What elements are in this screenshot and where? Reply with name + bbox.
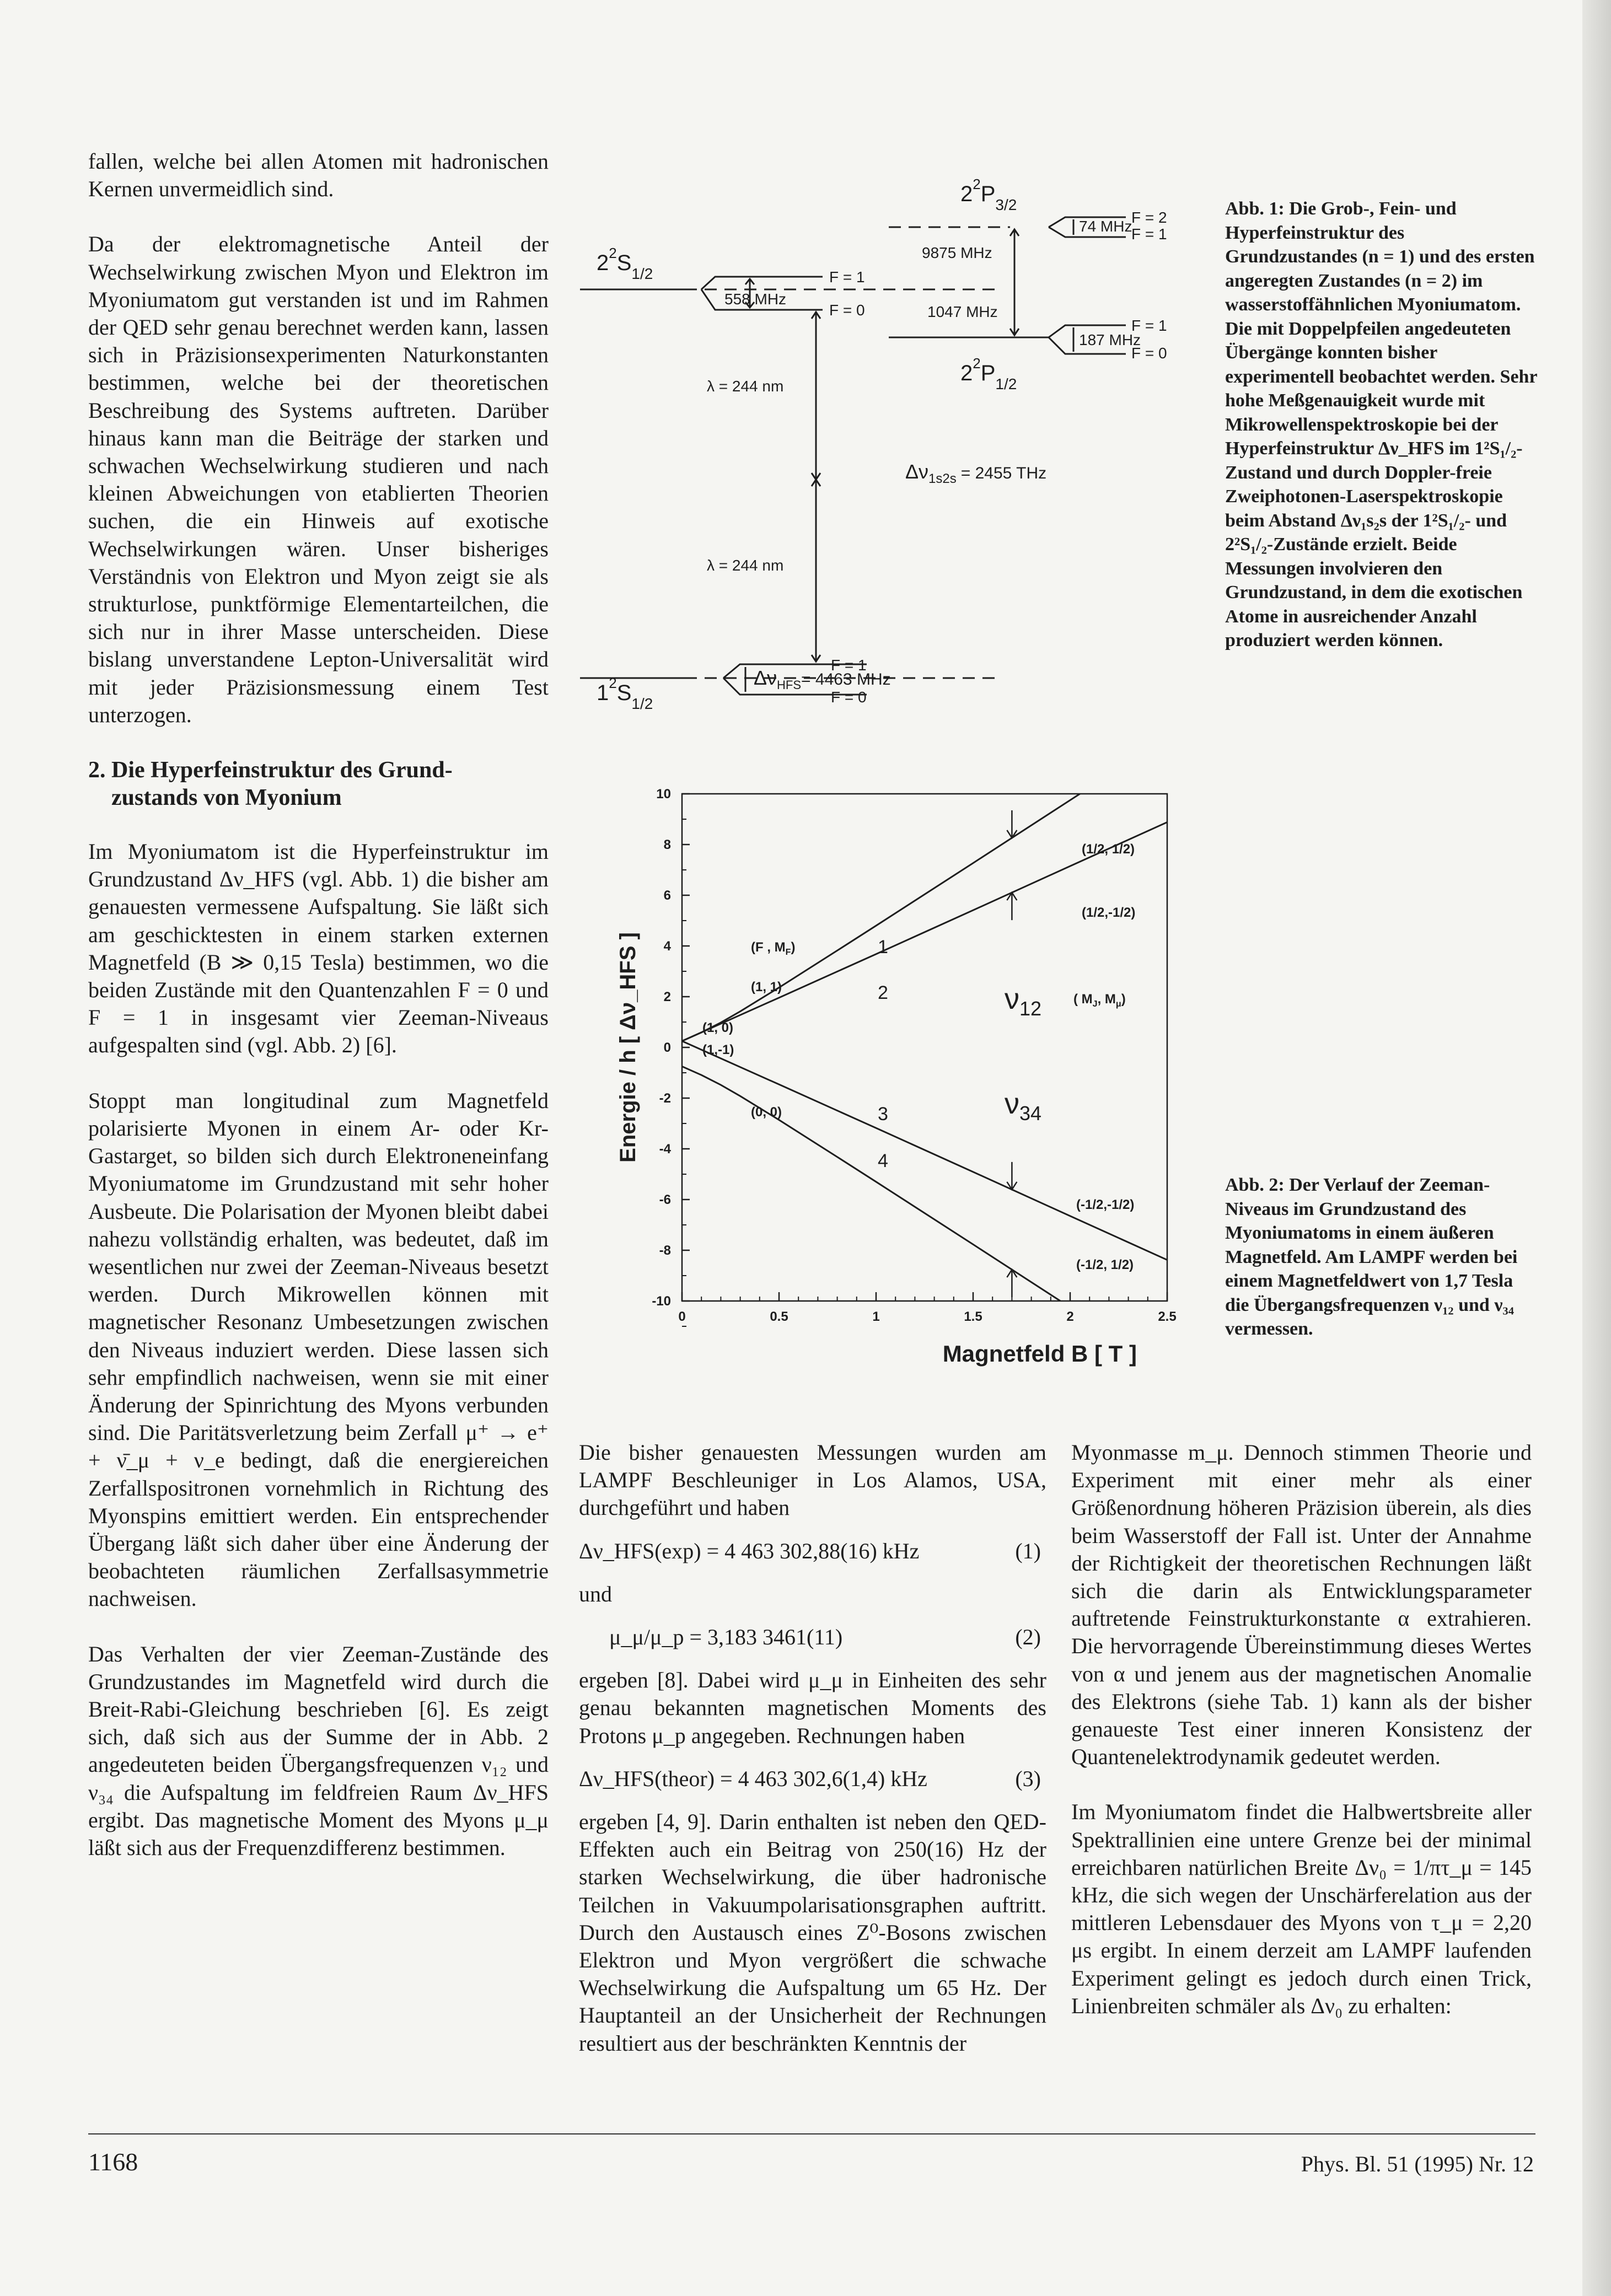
label-lambda-upper: λ = 244 nm xyxy=(707,378,784,395)
annotation-fm: (F , $M_F$) xyxy=(751,940,796,957)
chart-plot-frame xyxy=(682,794,1167,1301)
y-tick-label: -10 xyxy=(652,1294,671,1309)
y-tick-label: -4 xyxy=(659,1142,671,1157)
y-tick-label: 2 xyxy=(663,990,671,1004)
left-paragraph-2: Da der elektromagnetische Anteil der Wechselwirkung zwischen Myon und Elektron im Myoniumatom gut verstanden ist und im Rahmen der QED sehr genau berechnet werden kann, lassen sich in Präzisionsexperimenten Naturkonstanten bestimmen, welche bei der theoretischen Beschreibung des Systems auftreten. Darüber hinaus kann man die Beiträge der starken und schwachen Wechselwirkung studieren und nach kleinen Abweichungen von etablierten Theorien suchen, die ein Hinweis auf exotische Wechselwirkungen wären. Unser bisheriges Verständnis von Elektron und Myon zeigt sie als strukturlose, punktförmige Elementarteilchen, die sich nur in ihrer Masse unterscheiden. Diese bislang unverstandene Lepton-Universalität wird mit jeder Präzisionsmessung einem Test unterzogen. xyxy=(88,232,549,727)
journal-reference: Phys. Bl. 51 (1995) Nr. 12 xyxy=(1301,2152,1534,2176)
footer-rule xyxy=(88,2133,1535,2134)
label-1s-f0: F = 0 xyxy=(831,689,867,706)
label-1047mhz: 1047 MHz xyxy=(927,303,998,320)
x-tick-label: 1.5 xyxy=(964,1309,982,1324)
section-heading-line-1: 2. Die Hyperfeinstruktur des Grund- xyxy=(88,757,453,783)
page-number: 1168 xyxy=(88,2148,138,2176)
y-tick-label: 10 xyxy=(656,787,671,802)
label-2p12-f0: F = 0 xyxy=(1131,345,1167,362)
left-paragraph-1: fallen, welche bei allen Atomen mit hadronischen Kernen unvermeidlich sind. xyxy=(88,149,549,202)
right-column xyxy=(1071,1439,1532,2020)
page-edge-shadow xyxy=(1582,0,1611,2296)
figure-2-caption: Abb. 2: Der Verlauf der Zeeman-Niveaus im Grundzustand des Myoniumatoms in einem äußeren Magnetfeld. Am LAMPF werden bei einem Magnetfeldwert von 1,7 Tesla die Übergangsfrequenzen ν₁₂ und ν₃₄ vermessen. xyxy=(1225,1175,1518,1339)
middle-paragraph-1: Die bisher genauesten Messungen wurden am LAMPF Beschleuniger in Los Alamos, USA, durchgeführt und haben xyxy=(579,1440,1046,1520)
equation-2-text: μ_μ/μ_p = 3,183 3461(11) xyxy=(609,1625,843,1650)
x-tick-label: 2 xyxy=(1066,1309,1074,1324)
middle-paragraph-3: ergeben [4, 9]. Darin enthalten ist neben den QED-Effekten auch ein Beitrag von 250(16) Hz der starken Wechselwirkung, die über hadronische Teilchen in Vakuumpolarisationsgraphen auftritt. Durch den Austausch eines Z⁰-Bosons zwischen Elektron und Myon vergrößert die schwache Wechselwirkung die Aufspaltung um 65 Hz. Der Hauptanteil an der Unsicherheit der Rechnungen resultiert aus der beschränkten Kenntnis der xyxy=(579,1809,1046,2056)
label-2p12-f1: F = 1 xyxy=(1131,317,1167,334)
annotation-r2: (1/2,-1/2) xyxy=(1082,905,1136,920)
annotation-state-10: (1, 0) xyxy=(702,1020,734,1035)
figure-2-zeeman-chart xyxy=(613,783,1203,1389)
y-tick-label: -8 xyxy=(659,1243,671,1258)
left-paragraph-4: Stoppt man longitudinal zum Magnetfeld polarisierte Myonen in einem Ar- oder Kr-Gastarget, so bilden sich durch Elektroneneinfang Myoniumatome im Grundzustand mit sehr hoher Ausbeute. Die Polarisation der Myonen bleibt dabei nahezu vollständig erhalten, was bedeutet, daß im wesentlichen nur zwei der Zeeman-Niveaus besetzt werden. Durch Mikrowellen können mit magnetischer Resonanz Umbesetzungen zwischen den Niveaus induziert werden. Diese lassen sich sehr empfindlich nachweisen, wenn sie mit einer Änderung der Spinrichtung des Myons verbunden sind. Die Paritätsverletzung beim Zerfall μ⁺ → e⁺ + ν̄_μ + ν_e bedingt, daß die energiereichen Zerfallspositronen vornehmlich in Richtung des Myonspins emittiert werden. Ein entsprechender Übergang läßt sich daher über eine Änderung der beobachteten räumlichen Zerfallsasymmetrie nachweisen. xyxy=(88,1088,549,1611)
annotation-level-2: 2 xyxy=(878,982,888,1003)
equation-2 xyxy=(579,1623,1046,1651)
left-paragraph-5: Das Verhalten der vier Zeeman-Zustände des Grundzustandes im Magnetfeld wird durch die Breit-Rabi-Gleichung beschrieben [6]. Es zeigt sich, daß sich aus der Summe der in Abb. 2 angedeuteten beiden Übergangsfrequenzen ν₁₂ und ν₃₄ die Aufspaltung im feldfreien Raum Δν_HFS ergibt. Das magnetische Moment des Myons μ_μ läßt sich aus der Frequenzdifferenz bestimmen. xyxy=(88,1641,549,1860)
annotation-state-1m1: (1,-1) xyxy=(702,1042,734,1057)
section-heading xyxy=(88,756,549,811)
label-delta-1s2s: $\Delta\nu_{1s2s}$ $^{= 2455 THz}$ xyxy=(905,460,1047,486)
equation-3 xyxy=(579,1765,1046,1793)
equation-1 xyxy=(579,1537,1046,1565)
equation-3-text: Δν_HFS(theor) = 4 463 302,6(1,4) kHz xyxy=(579,1766,927,1791)
section-heading-line-2: zustands von Myonium xyxy=(111,785,342,811)
label-2p32-f2: F = 2 xyxy=(1131,209,1167,226)
annotation-nu12: $\nu_{12}$ xyxy=(1005,982,1042,1020)
equation-3-number: (3) xyxy=(1015,1766,1041,1791)
x-tick-label: 0 xyxy=(678,1309,686,1324)
right-paragraph-1: Myonmasse m_μ. Dennoch stimmen Theorie und Experiment mit einer mehr als einer Größenordnung höheren Präzision überein, als dies beim Wasserstoff der Fall ist. Unter der Annahme der Richtigkeit der theoretischen Rechnungen läßt sich die darin als Entwicklungsparameter auftretende Feinstrukturkonstante α extrahieren. Die hervorragende Übereinstimmung dieses Wertes von α und jenem aus der magnetischen Anomalie des Elektrons (siehe Tab. 1) kann als der bisher genaueste Test einer inneren Konsistenz der Quantenelektrodynamik gedeutet werden. xyxy=(1071,1440,1532,1770)
y-tick-label: 0 xyxy=(663,1040,671,1055)
left-paragraph-3: Im Myoniumatom ist die Hyperfeinstruktur im Grundzustand Δν_HFS (vgl. Abb. 1) die bisher am genauesten vermessene Aufspaltung. Sie läßt sich am geschicktesten in einem starken externen Magnetfeld (B ≫ 0,15 Tesla) bestimmen, wo die beiden Zustände mit den Quantenzahlen F = 0 und F = 1 in insgesamt vier Zeeman-Niveaus aufgespalten sind (vgl. Abb. 2) [6]. xyxy=(88,839,549,1058)
label-2s-f0: F = 0 xyxy=(829,302,865,319)
annotation-state-11: (1, 1) xyxy=(751,980,782,994)
equation-1-number: (1) xyxy=(1015,1538,1041,1563)
label-1s-state: $1^2S_{1/2}$ xyxy=(597,675,653,711)
y-tick-label: -6 xyxy=(659,1192,671,1207)
label-187mhz: 187 MHz xyxy=(1079,331,1141,348)
left-column xyxy=(88,148,549,1862)
label-2p12-state: $2^2P_{1/2}$ xyxy=(960,355,1017,392)
annotation-level-1: 1 xyxy=(878,937,888,958)
level-2s-f1 xyxy=(701,277,823,289)
right-paragraph-2: Im Myoniumatom findet die Halbwertsbreite aller Spektrallinien eine untere Grenze bei der minimal erreichbaren natürlichen Breite Δν₀ = 1/πτ_μ = 145 kHz, die sich wegen der Unschärferelation aus der mittleren Lebensdauer des Myons von τ_μ = 2,20 μs ergibt. In einem derzeit am LAMPF laufenden Experiment gelingt es jedoch durch einen Trick, Linienbreiten schmäler als Δν₀ zu erhalten: xyxy=(1071,1799,1532,2018)
x-tick-label: 2.5 xyxy=(1158,1309,1177,1324)
connector-und: und xyxy=(579,1581,612,1606)
label-2p32-f1: F = 1 xyxy=(1131,225,1167,243)
figure-1-caption: Abb. 1: Die Grob-, Fein- und Hyperfeinstruktur des Grundzustandes (n = 1) und des ersten angeregten Zustandes (n = 2) im wasserstoffähnlichen Myoniumatom. Die mit Doppelpfeilen angedeuteten Übergänge konnten bisher experimentell beobachtet werden. Sehr hohe Meßgenauigkeit wurde mit Mikrowellenspektroskopie bei der Hyperfeinstruktur Δν_HFS im 1²S₁/₂-Zustand und durch Doppler-freie Zweiphotonen-Laserspektroskopie beim Abstand Δν₁s₂s der 1²S₁/₂- und 2²S₁/₂-Zustände erzielt. Beide Messungen involvieren den Grundzustand, in dem die exotischen Atome in ausreichender Anzahl produziert werden können. xyxy=(1225,198,1537,650)
annotation-level-4: 4 xyxy=(878,1150,888,1171)
label-558mhz: 558 MHz xyxy=(724,291,787,308)
x-tick-label: 0.5 xyxy=(770,1309,788,1324)
y-tick-label: -2 xyxy=(659,1091,671,1106)
label-9875mhz: 9875 MHz xyxy=(922,244,992,261)
chart-ylabel: Energie / h [ Δν_HFS ] xyxy=(616,932,640,1163)
label-1s-f1: F = 1 xyxy=(831,657,867,674)
figure-1-energy-level-diagram xyxy=(580,149,1200,711)
label-2s-state: $2^2S_{1/2}$ xyxy=(597,245,653,282)
label-delta-hfs: $\Delta\nu_{HFS}^{= 4463 MHz}$ xyxy=(754,666,891,692)
y-tick-label: 8 xyxy=(663,837,671,852)
zeeman-level-3 xyxy=(682,1041,1167,1260)
annotation-level-3: 3 xyxy=(878,1104,888,1125)
middle-column xyxy=(579,1439,1046,2057)
annotation-state-00: (0, 0) xyxy=(751,1105,782,1120)
annotation-r1: (1/2, 1/2) xyxy=(1082,842,1135,857)
y-tick-label: 4 xyxy=(663,939,671,954)
label-2s-f1: F = 1 xyxy=(829,268,865,286)
annotation-nu34: $\nu_{34}$ xyxy=(1005,1087,1042,1125)
chart-xlabel: Magnetfeld B [ T ] xyxy=(942,1341,1137,1367)
middle-paragraph-2: ergeben [8]. Dabei wird μ_μ in Einheiten des sehr genau bekannten magnetischen Moments des Protons μ_p angegeben. Rechnungen haben xyxy=(579,1668,1046,1748)
y-tick-label: 6 xyxy=(663,888,671,903)
label-lambda-lower: λ = 244 nm xyxy=(707,557,784,574)
x-tick-label: 1 xyxy=(872,1309,880,1324)
equation-1-text: Δν_HFS(exp) = 4 463 302,88(16) kHz xyxy=(579,1538,920,1563)
annotation-r4: (-1/2, 1/2) xyxy=(1076,1257,1134,1272)
annotation-mj: ( $M_J$, $M_\mu$) xyxy=(1073,992,1126,1009)
annotation-r3: (-1/2,-1/2) xyxy=(1076,1197,1135,1212)
label-74mhz: 74 MHz xyxy=(1079,218,1132,235)
label-2p32-state: $2^2P_{3/2}$ xyxy=(960,176,1017,213)
equation-2-number: (2) xyxy=(1015,1625,1041,1650)
